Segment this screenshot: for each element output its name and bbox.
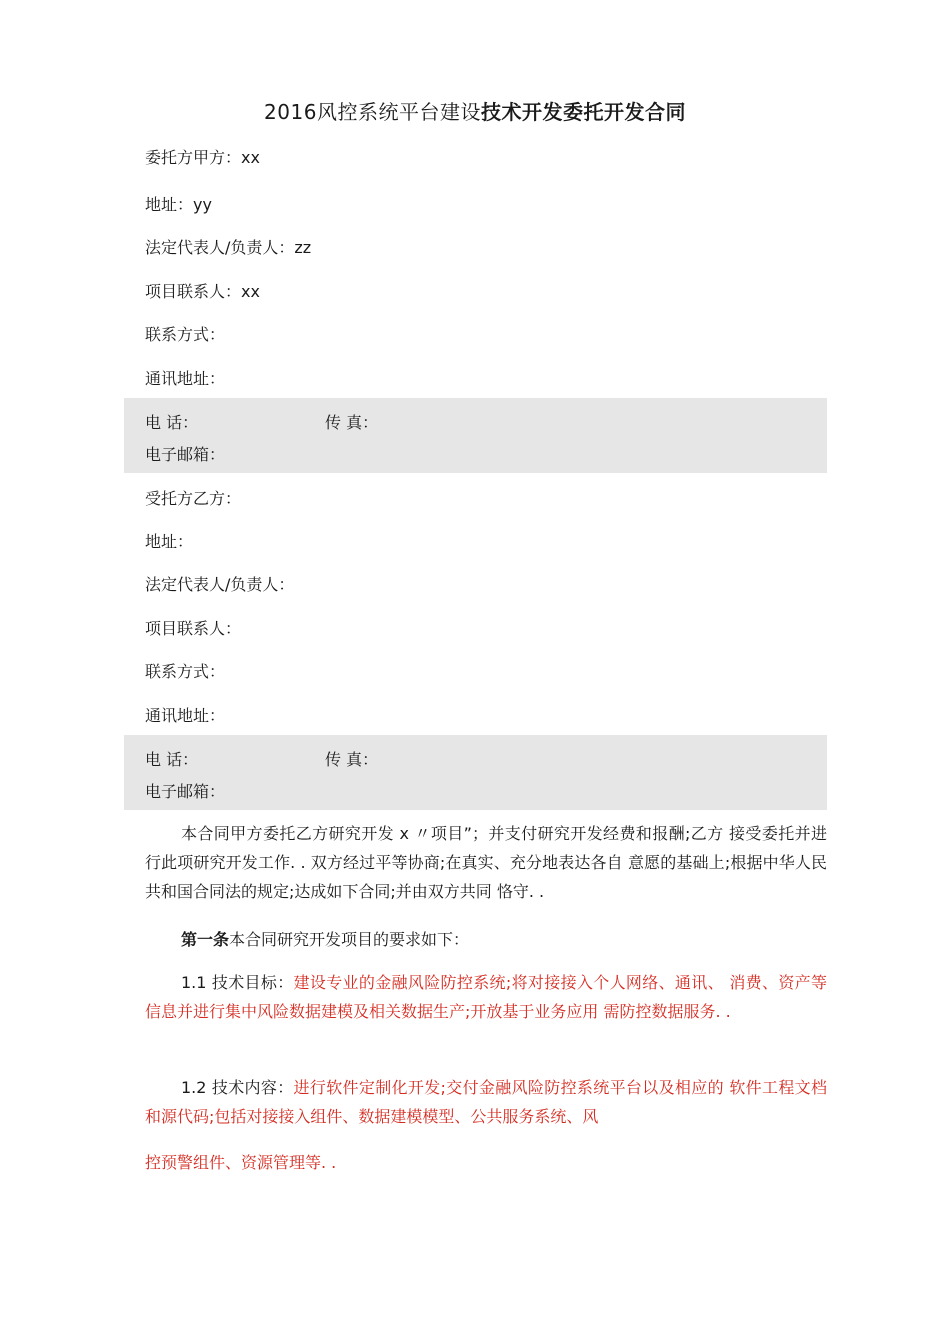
article-1-label: 第一条	[181, 930, 230, 949]
item-1-2	[145, 1073, 827, 1131]
partyA-fax: 传 真：	[325, 413, 379, 432]
partyA-phone: 电 话：	[145, 413, 199, 432]
item-1-1	[145, 968, 827, 1026]
article-1	[145, 925, 827, 954]
partyA-legal-rep: 法定代表人/负责人：zz	[145, 238, 312, 257]
partyA-client: 委托方甲方：xx	[145, 148, 260, 167]
article-1-text: 本合同研究开发项目的要求如下：	[229, 930, 470, 949]
title-bold: 技术开发委托开发合同	[480, 100, 686, 124]
partyB-mail-address: 通讯地址：	[145, 706, 226, 725]
contract-title	[0, 96, 950, 125]
intro-paragraph: 本合同甲方委托乙方研究开发 x 〃项目”；并支付研究开发经费和报酬;乙方 接受委托并进行此项研究开发工作. . 双方经过平等协商;在真实、充分地表达各自 意愿的基础上;根据中华人民共和国合同法的规定;达成如下合同;并由双方共同 恪守. .	[145, 824, 827, 901]
partyB-client: 受托方乙方：	[145, 489, 242, 508]
partyA-mail-address: 通讯地址：	[145, 369, 226, 388]
partyA-contact-method: 联系方式：	[145, 325, 226, 344]
partyA-contact-person: 项目联系人：xx	[145, 282, 260, 301]
partyA-contact-box	[124, 398, 827, 473]
partyB-fax: 传 真：	[325, 750, 379, 769]
partyA-email: 电子邮箱：	[145, 445, 226, 464]
partyB-contact-method: 联系方式：	[145, 662, 226, 681]
partyB-email: 电子邮箱：	[145, 782, 226, 801]
item-1-1-text: 建设专业的金融风险防控系统;将对接接入个人网络、通讯、 消费、资产等信息并进行集中风险数据建模及相关数据生产;开放基于业务应用 需防控数据服务. .	[145, 973, 827, 1021]
item-1-2-label: 1.2 技术内容：	[181, 1078, 294, 1097]
partyB-address: 地址：	[145, 532, 194, 551]
item-1-2-text: 进行软件定制化开发;交付金融风险防控系统平台以及相应的 软件工程文档和源代码;包括对接接入组件、数据建模模型、公共服务系统、风	[145, 1078, 827, 1126]
partyB-contact-person: 项目联系人：	[145, 619, 242, 638]
partyB-phone: 电 话：	[145, 750, 199, 769]
title-normal: 2016风控系统平台建设	[264, 100, 481, 124]
partyB-legal-rep: 法定代表人/负责人：	[145, 575, 295, 594]
item-1-1-label: 1.1 技术目标：	[181, 973, 294, 992]
item-1-2-continuation: 控预警组件、资源管理等. .	[145, 1153, 337, 1172]
partyA-address: 地址：yy	[145, 195, 212, 214]
partyB-contact-box	[124, 735, 827, 810]
